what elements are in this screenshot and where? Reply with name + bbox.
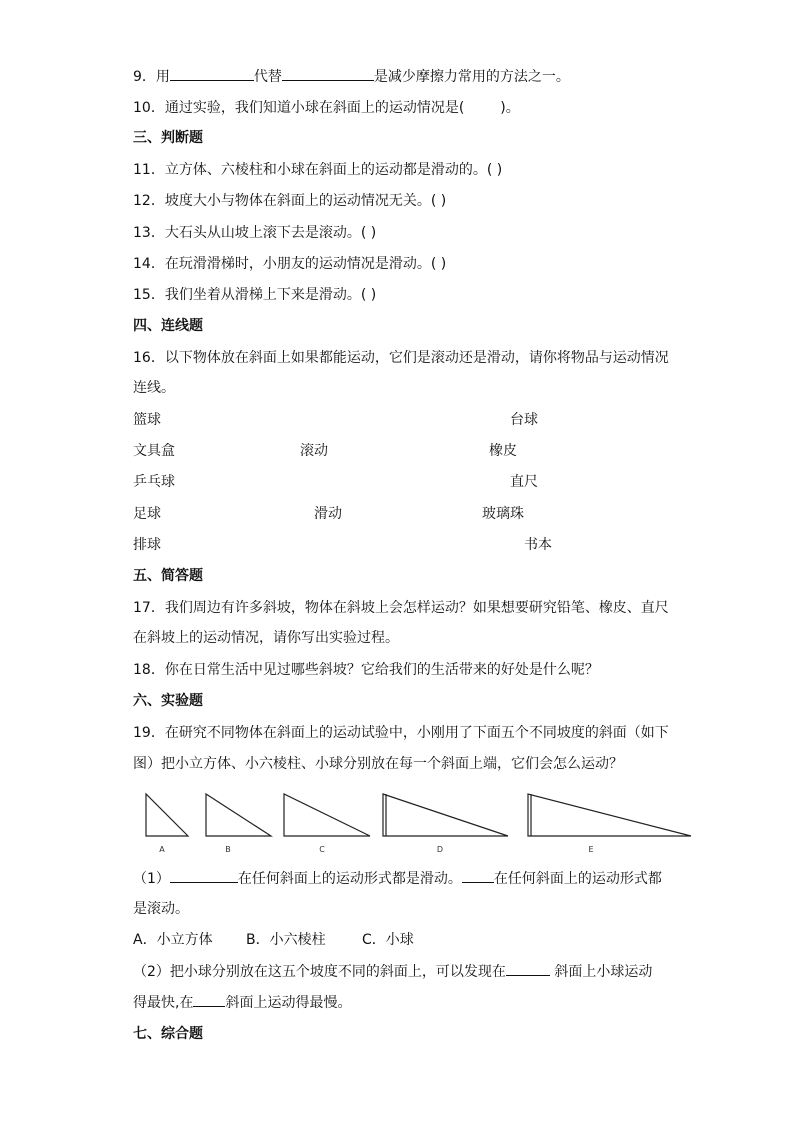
match-right-item[interactable]: 橡皮	[489, 443, 517, 459]
match-right-item[interactable]: 直尺	[510, 474, 538, 490]
slope-e-triangle	[528, 794, 691, 836]
q10-text-1: 10．通过实验，我们知道小球在斜面上的运动情况是(	[133, 100, 465, 116]
slope-label-c: C	[319, 845, 325, 854]
slope-d-triangle	[383, 794, 508, 836]
slope-a-triangle	[146, 794, 188, 836]
section-4-heading: 四、连线题	[133, 318, 203, 334]
match-left-item[interactable]: 足球	[133, 506, 161, 522]
section-5-heading: 五、简答题	[133, 568, 203, 584]
q9-blank-1[interactable]	[170, 66, 254, 81]
sub2-blank-2[interactable]	[193, 992, 225, 1007]
question-12: 12．坡度大小与物体在斜面上的运动情况无关。( )	[133, 193, 447, 209]
question-15: 15．我们坐着从滑梯上下来是滑动。( )	[133, 287, 377, 303]
match-middle-item[interactable]: 滚动	[300, 443, 328, 459]
sub2-blank-1[interactable]	[506, 961, 550, 976]
slope-label-a: A	[159, 845, 165, 854]
sub1-number: （1）	[133, 871, 170, 887]
sub1-text-1: 在任何斜面上的运动形式都是滑动。	[237, 871, 462, 887]
slope-label-e: E	[588, 845, 594, 854]
slope-c-triangle	[284, 794, 370, 836]
match-left-item[interactable]: 文具盒	[133, 443, 175, 459]
slopes-figure	[140, 788, 700, 860]
question-17-line-1: 17．我们周边有许多斜坡，物体在斜坡上会怎样运动？如果想要研究铅笔、橡皮、直尺	[133, 600, 669, 616]
match-left-item[interactable]: 篮球	[133, 412, 161, 428]
match-left-item[interactable]: 排球	[133, 537, 161, 553]
question-16-line-1: 16．以下物体放在斜面上如果都能运动，它们是滚动还是滑动，请你将物品与运动情况	[133, 350, 669, 366]
option-b[interactable]: B．小六棱柱	[246, 932, 326, 948]
match-right-item[interactable]: 玻璃珠	[482, 506, 524, 522]
question-18: 18．你在日常生活中见过哪些斜坡？它给我们的生活带来的好处是什么呢？	[133, 662, 599, 678]
slope-b-triangle	[206, 794, 271, 836]
sub-question-2-line-2	[133, 992, 351, 1013]
match-right-item[interactable]: 台球	[510, 412, 538, 428]
match-right-item[interactable]: 书本	[524, 537, 552, 553]
section-6-heading: 六、实验题	[133, 693, 203, 709]
sub1-text-2: 在任何斜面上的运动形式都	[493, 871, 662, 887]
slope-label-d: D	[436, 845, 444, 854]
sub-question-1-line-1	[133, 868, 662, 889]
option-a[interactable]: A．小立方体	[133, 932, 213, 948]
q9-blank-2[interactable]	[282, 66, 374, 81]
q9-text-1: 9．用	[133, 69, 170, 85]
q10-text-2: )。	[500, 100, 520, 116]
question-9	[133, 66, 570, 87]
question-10	[133, 98, 520, 118]
question-13: 13．大石头从山坡上滚下去是滚动。( )	[133, 225, 377, 241]
sub2-text-1: （2）把小球分别放在这五个坡度不同的斜面上，可以发现在	[133, 964, 506, 980]
question-16-line-2: 连线。	[133, 380, 175, 396]
sub2-text-3: 得最快,在	[133, 995, 194, 1011]
question-11: 11．立方体、六棱柱和小球在斜面上的运动都是滑动的。( )	[133, 162, 503, 178]
question-19-line-1: 19．在研究不同物体在斜面上的运动试验中，小刚用了下面五个不同坡度的斜面（如下	[133, 725, 669, 741]
question-17-line-2: 在斜坡上的运动情况，请你写出实验过程。	[133, 630, 399, 646]
section-7-heading: 七、综合题	[133, 1026, 203, 1042]
q9-text-3: 是减少摩擦力常用的方法之一。	[373, 69, 570, 85]
sub1-blank-2[interactable]	[462, 868, 494, 883]
question-14: 14．在玩滑滑梯时，小朋友的运动情况是滑动。( )	[133, 256, 447, 272]
section-3-heading: 三、判断题	[133, 130, 203, 146]
match-left-item[interactable]: 乒乓球	[133, 474, 175, 490]
sub-question-2-line-1	[133, 961, 652, 982]
q9-text-2: 代替	[253, 69, 282, 85]
sub2-text-4: 斜面上运动得最慢。	[225, 995, 352, 1011]
slope-label-b: B	[225, 845, 231, 854]
sub2-text-2: 斜面上小球运动	[549, 964, 653, 980]
sub-question-1-line-2: 是滚动。	[133, 901, 189, 917]
match-middle-item[interactable]: 滑动	[314, 506, 342, 522]
sub1-blank-1[interactable]	[170, 868, 238, 883]
option-c[interactable]: C．小球	[362, 932, 414, 948]
question-19-line-2: 图）把小立方体、小六棱柱、小球分别放在每一个斜面上端，它们会怎么运动？	[133, 756, 623, 772]
